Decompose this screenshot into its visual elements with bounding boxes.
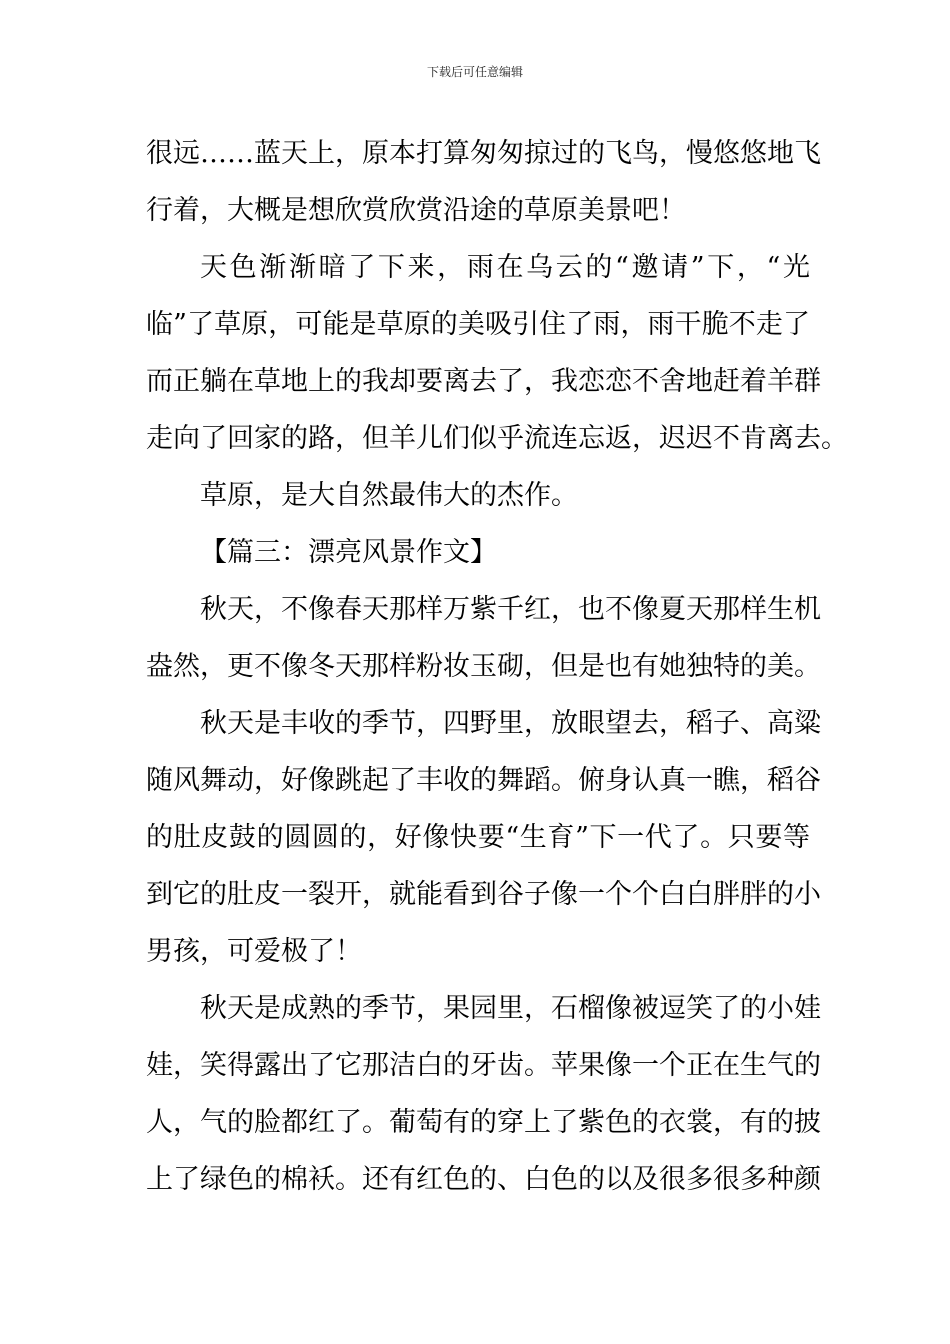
text-line: 而正躺在草地上的我却要离去了，我恋恋不舍地赶着羊群	[146, 366, 821, 397]
text-line: 秋天，不像春天那样万紫千红，也不像夏天那样生机	[200, 594, 821, 625]
text-line: 随风舞动，好像跳起了丰收的舞蹈。俯身认真一瞧，稻谷	[146, 765, 821, 796]
text-line: 娃，笑得露出了它那洁白的牙齿。苹果像一个正在生气的	[146, 1050, 821, 1081]
text-line: 临”了草原，可能是草原的美吸引住了雨，雨干脆不走了	[146, 309, 810, 340]
text-line: 走向了回家的路，但羊儿们似乎流连忘返，迟迟不肯离去。	[146, 423, 848, 454]
text-line: 上了绿色的棉袄。还有红色的、白色的以及很多很多种颜	[146, 1164, 821, 1195]
document-body	[146, 125, 848, 1208]
text-line: 盎然，更不像冬天那样粉妆玉砌，但是也有她独特的美。	[146, 651, 821, 682]
text-line: 的肚皮鼓的圆圆的，好像快要“生育”下一代了。只要等	[146, 822, 810, 853]
text-line: 人，气的脸都红了。葡萄有的穿上了紫色的衣裳，有的披	[146, 1107, 821, 1138]
page-header: 下载后可任意编辑	[426, 65, 523, 79]
text-line: 很远……蓝天上，原本打算匆匆掠过的飞鸟，慢悠悠地飞	[146, 138, 821, 169]
text-line: 天色渐渐暗了下来，雨在乌云的“邀请”下，“光	[200, 252, 810, 283]
text-line: 男孩，可爱极了！	[146, 936, 362, 967]
text-line: 到它的肚皮一裂开，就能看到谷子像一个个白白胖胖的小	[146, 879, 821, 910]
text-line: 行着，大概是想欣赏欣赏沿途的草原美景吧！	[146, 195, 686, 226]
text-line: 秋天是成熟的季节，果园里，石榴像被逗笑了的小娃	[200, 993, 821, 1024]
section-heading: 【篇三：漂亮风景作文】	[200, 537, 497, 568]
text-line: 草原，是大自然最伟大的杰作。	[200, 480, 578, 511]
text-line: 秋天是丰收的季节，四野里，放眼望去，稻子、高粱	[200, 708, 821, 739]
